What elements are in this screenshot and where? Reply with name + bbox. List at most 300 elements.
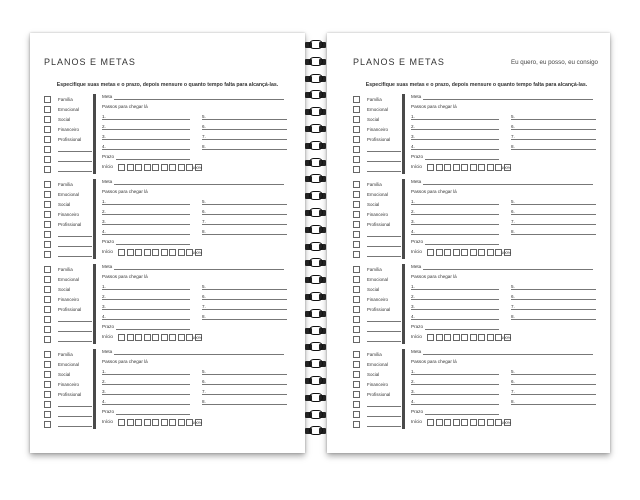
checkbox[interactable] — [44, 411, 51, 418]
percent-label: 100% — [192, 165, 203, 170]
checkbox[interactable] — [353, 361, 360, 368]
progress-square[interactable] — [152, 334, 159, 341]
percent-label: 100% — [192, 335, 203, 340]
progress-square[interactable] — [144, 419, 151, 426]
checkbox[interactable] — [353, 266, 360, 273]
progress-square[interactable] — [478, 419, 485, 426]
step-number: 2. — [411, 209, 415, 214]
step-line[interactable] — [202, 394, 287, 395]
progress-square[interactable] — [118, 334, 125, 341]
checkbox[interactable] — [44, 231, 51, 238]
progress-square[interactable] — [461, 419, 468, 426]
progress-square[interactable] — [436, 419, 443, 426]
progress-square[interactable] — [461, 164, 468, 171]
progress-square[interactable] — [178, 164, 185, 171]
category-item — [44, 359, 92, 369]
step-line[interactable] — [411, 129, 499, 130]
checkbox[interactable] — [44, 306, 51, 313]
blank-line[interactable] — [58, 422, 92, 427]
blank-line[interactable] — [367, 412, 401, 417]
checkbox[interactable] — [353, 116, 360, 123]
step-line[interactable] — [102, 374, 190, 375]
step-line[interactable] — [411, 309, 499, 310]
category-item — [44, 349, 92, 359]
step-line[interactable] — [511, 234, 596, 235]
blank-line[interactable] — [367, 252, 401, 257]
step-line[interactable] — [202, 384, 287, 385]
spiral-coil — [303, 107, 329, 117]
checkbox[interactable] — [44, 96, 51, 103]
checkbox[interactable] — [44, 401, 51, 408]
checkbox[interactable] — [44, 181, 51, 188]
step-number: 3. — [411, 134, 415, 139]
prazo-label: Prazo — [411, 154, 424, 159]
blank-line[interactable] — [58, 157, 92, 162]
progress-square[interactable] — [161, 334, 168, 341]
step-line[interactable] — [202, 224, 287, 225]
checkbox[interactable] — [44, 336, 51, 343]
step-line[interactable] — [511, 319, 596, 320]
checkbox[interactable] — [44, 116, 51, 123]
checkbox[interactable] — [353, 286, 360, 293]
step-line[interactable] — [411, 139, 499, 140]
step-line[interactable] — [202, 289, 287, 290]
category-label: Social — [367, 116, 380, 122]
step-number: 4. — [102, 314, 106, 319]
checkbox[interactable] — [44, 371, 51, 378]
checkbox[interactable] — [44, 316, 51, 323]
progress-square[interactable] — [161, 419, 168, 426]
checkbox[interactable] — [353, 191, 360, 198]
progress-square[interactable] — [152, 249, 159, 256]
blank-line[interactable] — [367, 147, 401, 152]
category-label: Profissional — [367, 391, 391, 397]
progress-square[interactable] — [135, 164, 142, 171]
checkbox[interactable] — [44, 201, 51, 208]
blank-line[interactable] — [58, 167, 92, 172]
prazo-line[interactable] — [425, 329, 499, 330]
meta-line[interactable] — [114, 269, 284, 270]
step-number: 1. — [411, 284, 415, 289]
inicio-label: Início — [102, 419, 113, 424]
checkbox[interactable] — [44, 146, 51, 153]
meta-line[interactable] — [423, 354, 593, 355]
progress-square[interactable] — [152, 419, 159, 426]
checkbox[interactable] — [353, 371, 360, 378]
prazo-line[interactable] — [116, 329, 190, 330]
meta-line[interactable] — [114, 354, 284, 355]
checkbox[interactable] — [353, 411, 360, 418]
step-line[interactable] — [411, 404, 499, 405]
progress-square[interactable] — [478, 249, 485, 256]
meta-line[interactable] — [114, 184, 284, 185]
progress-square[interactable] — [487, 334, 494, 341]
checkbox[interactable] — [353, 276, 360, 283]
spiral-coil — [303, 275, 329, 285]
blank-line[interactable] — [58, 337, 92, 342]
blank-line[interactable] — [367, 317, 401, 322]
progress-square[interactable] — [169, 419, 176, 426]
step-line[interactable] — [102, 214, 190, 215]
category-label: Social — [58, 116, 71, 122]
progress-square[interactable] — [169, 249, 176, 256]
step-line[interactable] — [202, 129, 287, 130]
step-line[interactable] — [411, 204, 499, 205]
step-line[interactable] — [102, 234, 190, 235]
progress-square[interactable] — [444, 419, 451, 426]
inicio-label: Início — [411, 334, 422, 339]
checkbox[interactable] — [353, 326, 360, 333]
step-line[interactable] — [511, 149, 596, 150]
prazo-line[interactable] — [116, 414, 190, 415]
checkbox[interactable] — [353, 306, 360, 313]
divider-bar — [93, 179, 96, 259]
progress-square[interactable] — [436, 334, 443, 341]
progress-square[interactable] — [453, 334, 460, 341]
checkbox[interactable] — [44, 266, 51, 273]
progress-square[interactable] — [453, 419, 460, 426]
progress-square[interactable] — [427, 164, 434, 171]
checkbox[interactable] — [44, 251, 51, 258]
step-line[interactable] — [102, 394, 190, 395]
checkbox[interactable] — [353, 166, 360, 173]
step-line[interactable] — [102, 129, 190, 130]
progress-square[interactable] — [144, 249, 151, 256]
step-number: 3. — [411, 304, 415, 309]
checkbox[interactable] — [44, 361, 51, 368]
category-label: Profissional — [367, 136, 391, 142]
category-item-blank — [44, 419, 92, 429]
blank-line[interactable] — [367, 422, 401, 427]
category-item — [353, 389, 401, 399]
step-line[interactable] — [102, 384, 190, 385]
blank-line[interactable] — [58, 252, 92, 257]
progress-square[interactable] — [178, 334, 185, 341]
meta-line[interactable] — [423, 184, 593, 185]
meta-line[interactable] — [423, 269, 593, 270]
blank-line[interactable] — [367, 157, 401, 162]
prazo-line[interactable] — [425, 244, 499, 245]
category-label: Emocional — [58, 191, 80, 197]
checkbox[interactable] — [353, 241, 360, 248]
checkbox[interactable] — [44, 286, 51, 293]
checkbox[interactable] — [353, 201, 360, 208]
progress-square[interactable] — [470, 419, 477, 426]
blank-line[interactable] — [367, 242, 401, 247]
category-label: Financeiro — [367, 381, 389, 387]
goal-block — [44, 264, 299, 344]
progress-squares — [118, 164, 203, 171]
step-number: 8. — [202, 314, 206, 319]
blank-line[interactable] — [367, 337, 401, 342]
checkbox[interactable] — [44, 296, 51, 303]
checkbox[interactable] — [44, 166, 51, 173]
category-item-blank — [353, 419, 401, 429]
category-label: Família — [367, 96, 382, 102]
checkbox[interactable] — [353, 336, 360, 343]
step-line[interactable] — [202, 204, 287, 205]
progress-square[interactable] — [487, 164, 494, 171]
checkbox[interactable] — [353, 351, 360, 358]
checkbox[interactable] — [44, 211, 51, 218]
checkbox[interactable] — [353, 391, 360, 398]
category-label: Profissional — [58, 391, 82, 397]
checkbox[interactable] — [44, 421, 51, 428]
progress-square[interactable] — [144, 164, 151, 171]
checkbox[interactable] — [353, 126, 360, 133]
step-line[interactable] — [411, 214, 499, 215]
checkbox[interactable] — [353, 221, 360, 228]
category-list — [44, 94, 92, 174]
step-line[interactable] — [511, 309, 596, 310]
blank-line[interactable] — [58, 412, 92, 417]
step-line[interactable] — [202, 309, 287, 310]
step-number: 6. — [511, 379, 515, 384]
blank-line[interactable] — [58, 147, 92, 152]
progress-square[interactable] — [444, 334, 451, 341]
step-number: 6. — [511, 124, 515, 129]
checkbox[interactable] — [353, 401, 360, 408]
percent-label: 100% — [501, 250, 512, 255]
step-line[interactable] — [202, 149, 287, 150]
progress-square[interactable] — [135, 334, 142, 341]
progress-square[interactable] — [161, 164, 168, 171]
progress-square[interactable] — [436, 164, 443, 171]
checkbox[interactable] — [353, 296, 360, 303]
step-line[interactable] — [511, 129, 596, 130]
step-number: 1. — [102, 284, 106, 289]
checkbox[interactable] — [353, 181, 360, 188]
checkbox[interactable] — [44, 136, 51, 143]
step-line[interactable] — [102, 309, 190, 310]
blank-line[interactable] — [58, 242, 92, 247]
step-line[interactable] — [511, 204, 596, 205]
category-item — [44, 124, 92, 134]
step-line[interactable] — [102, 204, 190, 205]
step-line[interactable] — [202, 299, 287, 300]
goal-block — [44, 94, 299, 174]
checkbox[interactable] — [353, 421, 360, 428]
checkbox[interactable] — [353, 316, 360, 323]
progress-square[interactable] — [461, 249, 468, 256]
step-line[interactable] — [202, 234, 287, 235]
spiral-coil — [303, 242, 329, 252]
prazo-line[interactable] — [425, 159, 499, 160]
step-number: 2. — [102, 209, 106, 214]
step-line[interactable] — [511, 289, 596, 290]
meta-label: Meta — [411, 179, 422, 184]
progress-square[interactable] — [470, 164, 477, 171]
step-line[interactable] — [202, 139, 287, 140]
progress-square[interactable] — [427, 419, 434, 426]
step-line[interactable] — [511, 119, 596, 120]
checkbox[interactable] — [353, 156, 360, 163]
checkbox[interactable] — [44, 276, 51, 283]
meta-line[interactable] — [114, 99, 284, 100]
step-line[interactable] — [511, 299, 596, 300]
step-number: 1. — [102, 369, 106, 374]
category-item-blank — [353, 239, 401, 249]
progress-square[interactable] — [127, 334, 134, 341]
checkbox[interactable] — [353, 146, 360, 153]
progress-square[interactable] — [178, 249, 185, 256]
progress-square[interactable] — [478, 334, 485, 341]
divider-bar — [402, 264, 405, 344]
step-line[interactable] — [511, 374, 596, 375]
blank-line[interactable] — [58, 317, 92, 322]
step-number: 4. — [102, 229, 106, 234]
progress-square[interactable] — [453, 164, 460, 171]
step-line[interactable] — [202, 374, 287, 375]
passos-label: Passos para chegar lá — [411, 104, 457, 109]
blank-line[interactable] — [58, 232, 92, 237]
checkbox[interactable] — [353, 106, 360, 113]
blank-line[interactable] — [367, 327, 401, 332]
step-number: 1. — [102, 114, 106, 119]
step-line[interactable] — [411, 224, 499, 225]
divider-bar — [402, 179, 405, 259]
step-line[interactable] — [102, 149, 190, 150]
step-line[interactable] — [411, 394, 499, 395]
checkbox[interactable] — [353, 231, 360, 238]
step-line[interactable] — [102, 299, 190, 300]
progress-square[interactable] — [427, 334, 434, 341]
meta-line[interactable] — [423, 99, 593, 100]
percent-label: 100% — [192, 250, 203, 255]
checkbox[interactable] — [353, 136, 360, 143]
step-number: 6. — [202, 124, 206, 129]
prazo-line[interactable] — [116, 244, 190, 245]
blank-line[interactable] — [367, 167, 401, 172]
category-item — [44, 199, 92, 209]
category-item — [353, 219, 401, 229]
progress-square[interactable] — [127, 419, 134, 426]
step-line[interactable] — [411, 319, 499, 320]
progress-square[interactable] — [487, 249, 494, 256]
checkbox[interactable] — [44, 326, 51, 333]
goal-block — [44, 349, 299, 429]
checkbox[interactable] — [44, 106, 51, 113]
progress-square[interactable] — [444, 164, 451, 171]
step-line[interactable] — [511, 214, 596, 215]
checkbox[interactable] — [44, 221, 51, 228]
progress-square[interactable] — [135, 419, 142, 426]
left-page — [30, 33, 305, 453]
progress-square[interactable] — [118, 164, 125, 171]
step-line[interactable] — [202, 119, 287, 120]
step-line[interactable] — [411, 289, 499, 290]
progress-square[interactable] — [152, 164, 159, 171]
checkbox[interactable] — [44, 191, 51, 198]
step-line[interactable] — [411, 374, 499, 375]
checkbox[interactable] — [353, 96, 360, 103]
checkbox[interactable] — [44, 241, 51, 248]
progress-square[interactable] — [444, 249, 451, 256]
step-number: 6. — [202, 294, 206, 299]
step-line[interactable] — [511, 224, 596, 225]
progress-square[interactable] — [453, 249, 460, 256]
inicio-label: Início — [102, 334, 113, 339]
checkbox[interactable] — [44, 381, 51, 388]
step-line[interactable] — [411, 299, 499, 300]
category-item — [44, 189, 92, 199]
category-item — [353, 209, 401, 219]
progress-square[interactable] — [470, 249, 477, 256]
instruction-text: Especifique suas metas e o prazo, depois mensure o quanto tempo falta para alcançá-las. — [56, 82, 279, 88]
step-line[interactable] — [202, 404, 287, 405]
step-line[interactable] — [511, 394, 596, 395]
step-line[interactable] — [411, 234, 499, 235]
progress-square[interactable] — [470, 334, 477, 341]
step-line[interactable] — [511, 384, 596, 385]
progress-square[interactable] — [169, 334, 176, 341]
checkbox[interactable] — [44, 126, 51, 133]
step-line[interactable] — [202, 214, 287, 215]
blank-line[interactable] — [367, 402, 401, 407]
category-item — [353, 294, 401, 304]
category-label: Família — [367, 351, 382, 357]
wire-loop — [309, 208, 323, 217]
step-line[interactable] — [202, 319, 287, 320]
blank-line[interactable] — [58, 327, 92, 332]
step-line[interactable] — [411, 149, 499, 150]
step-line[interactable] — [511, 139, 596, 140]
progress-square[interactable] — [118, 419, 125, 426]
progress-square[interactable] — [169, 164, 176, 171]
step-line[interactable] — [102, 289, 190, 290]
progress-square[interactable] — [127, 249, 134, 256]
wire-loop — [309, 426, 323, 435]
step-line[interactable] — [102, 319, 190, 320]
progress-square[interactable] — [461, 334, 468, 341]
progress-square[interactable] — [127, 164, 134, 171]
checkbox[interactable] — [353, 381, 360, 388]
checkbox[interactable] — [44, 156, 51, 163]
progress-square[interactable] — [118, 249, 125, 256]
step-line[interactable] — [102, 404, 190, 405]
progress-square[interactable] — [427, 249, 434, 256]
progress-square[interactable] — [161, 249, 168, 256]
step-number: 7. — [511, 389, 515, 394]
progress-square[interactable] — [135, 249, 142, 256]
step-line[interactable] — [102, 139, 190, 140]
blank-line[interactable] — [367, 232, 401, 237]
progress-square[interactable] — [478, 164, 485, 171]
progress-square[interactable] — [144, 334, 151, 341]
checkbox[interactable] — [44, 391, 51, 398]
progress-square[interactable] — [178, 419, 185, 426]
progress-square[interactable] — [487, 419, 494, 426]
checkbox[interactable] — [353, 211, 360, 218]
step-line[interactable] — [511, 404, 596, 405]
category-item-blank — [353, 324, 401, 334]
category-item-blank — [44, 164, 92, 174]
step-number: 8. — [511, 314, 515, 319]
step-line[interactable] — [102, 224, 190, 225]
checkbox[interactable] — [44, 351, 51, 358]
prazo-line[interactable] — [116, 159, 190, 160]
blank-line[interactable] — [58, 402, 92, 407]
step-line[interactable] — [411, 119, 499, 120]
step-line[interactable] — [411, 384, 499, 385]
progress-square[interactable] — [436, 249, 443, 256]
step-number: 8. — [511, 229, 515, 234]
step-line[interactable] — [102, 119, 190, 120]
checkbox[interactable] — [353, 251, 360, 258]
category-label: Financeiro — [58, 296, 80, 302]
category-label: Social — [58, 286, 71, 292]
prazo-line[interactable] — [425, 414, 499, 415]
